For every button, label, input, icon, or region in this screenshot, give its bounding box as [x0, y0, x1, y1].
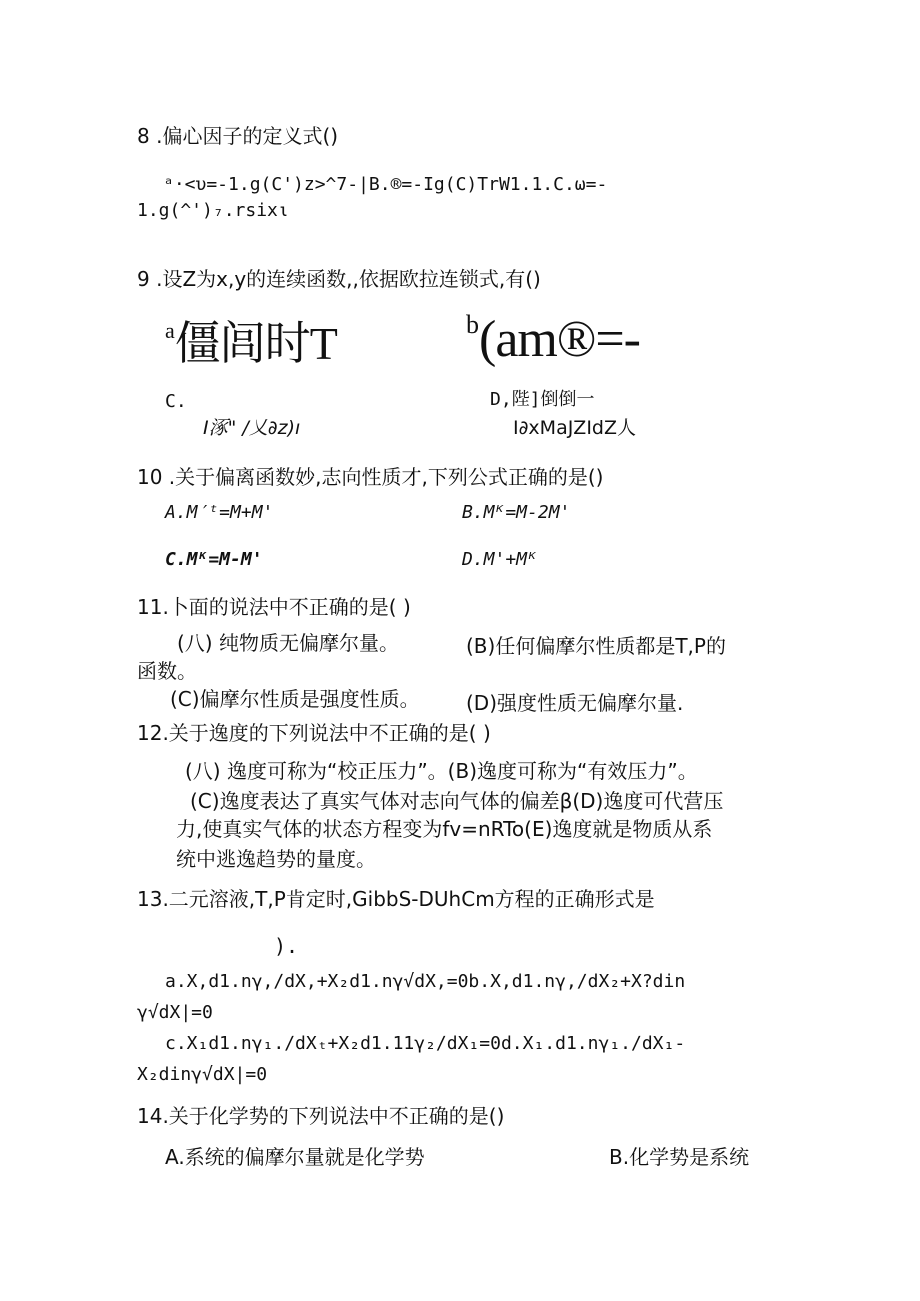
q11-option-b-continued: 函数。 — [137, 659, 197, 683]
q9-option-b-prefix: b — [466, 310, 479, 339]
q13-line3: c.X₁d1.nγ₁.∕dXₜ+X₂d1.11γ₂∕dX₁=0d.X₁.d1.nγ₁.∕dX₁- — [165, 1033, 686, 1054]
q9-option-a — [165, 318, 337, 371]
q9-stem: 9 .设Z为x,y的连续函数,,依据欧拉连锁式,有() — [137, 267, 541, 291]
q11-option-b: (B)任何偏摩尔性质都是T,P的 — [466, 634, 726, 658]
q12-stem: 12.关于逸度的下列说法中不正确的是( ) — [137, 721, 491, 745]
q10-option-b: B.Mᴷ=M-2M' — [462, 502, 571, 523]
q9-option-c-label: C. — [165, 391, 187, 412]
q12-line1: (八) 逸度可称为“校正压力”。(B)逸度可称为“有效压力”。 — [185, 759, 698, 783]
q13-line4: X₂dinγ√dX|=0 — [137, 1064, 268, 1085]
q9-option-d-text: I∂xMaJZIdZ人 — [513, 417, 637, 439]
q12-line3: 力,使真实气体的状态方程变为fv=nRTo(E)逸度就是物质从系 — [176, 817, 713, 841]
q10-stem: 10 .关于偏离函数妙,志向性质才,下列公式正确的是() — [137, 465, 604, 489]
q14-option-b: B.化学势是系统 — [609, 1145, 750, 1169]
q13-line1: a.X,d1.nγ,∕dX,+X₂d1.nγ√dX,=0b.X,d1.nγ,∕dX₂+X?din — [165, 971, 686, 992]
q13-line2: γ√dX|=0 — [137, 1002, 213, 1023]
q11-stem: 11.卜面的说法中不正确的是( ) — [137, 595, 411, 619]
q9-option-b-text: (am®=- — [479, 311, 640, 368]
q10-option-a: A.M′ᵗ=M+M' — [165, 502, 274, 523]
q12-line4: 统中逃逸趋势的量度。 — [176, 847, 376, 871]
q11-option-a: (八) 纯物质无偏摩尔量。 — [177, 631, 399, 655]
q10-option-c: C.Mᴷ=M-M' — [165, 549, 263, 570]
q11-option-d: (D)强度性质无偏摩尔量. — [466, 691, 684, 715]
q11-option-c: (C)偏摩尔性质是强度性质。 — [170, 687, 420, 711]
q8-options-line2: 1.g(^')₇.rsixι — [137, 200, 289, 221]
q12-line2: (C)逸度表达了真实气体对志向气体的偏差β(D)逸度可代营压 — [190, 789, 724, 813]
q8-stem: 8 .偏心因子的定义式() — [137, 124, 339, 148]
q9-option-a-text: 僵闾时T — [174, 318, 337, 369]
q10-option-d: D.M'+Mᴷ — [462, 549, 538, 570]
q9-option-a-prefix: a — [165, 318, 175, 343]
q9-option-c-text: I涿" /乂∂z)ı — [203, 417, 301, 439]
q13-stem: 13.二元溶液,T,P肯定时,GibbS-DUhCm方程的正确形式是 — [137, 887, 655, 911]
q14-option-a: A.系统的偏摩尔量就是化学势 — [165, 1145, 425, 1169]
q8-options-line1: ᵃ·<υ=-1.g(C')z>^7-|B.®=-Ig(C)TrW1.1.C.ω=- — [163, 174, 608, 195]
q13-stem-continued: ). — [274, 934, 299, 958]
q9-option-d-label: D,陛]倒倒一 — [490, 389, 595, 410]
q9-option-b — [466, 310, 640, 370]
q14-stem: 14.关于化学势的下列说法中不正确的是() — [137, 1104, 505, 1128]
